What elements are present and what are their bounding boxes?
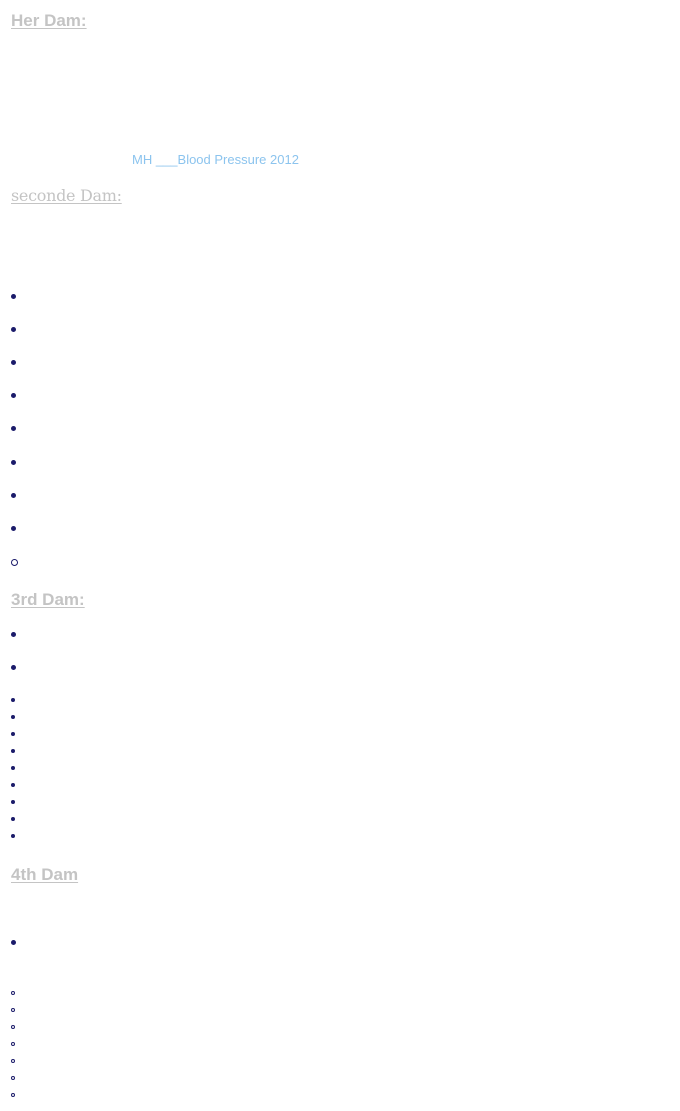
blood-pressure-link[interactable]: MH ___Blood Pressure 2012 <box>132 152 299 167</box>
list-bullet <box>11 632 16 637</box>
list-bullet <box>11 834 15 838</box>
list-bullet <box>11 294 16 299</box>
list-sub-bullet <box>11 1093 15 1097</box>
list-bullet <box>11 732 15 736</box>
list-bullet <box>11 715 15 719</box>
heading-fourth-dam: 4th Dam <box>11 865 79 884</box>
list-sub-bullet <box>11 1059 15 1063</box>
list-bullet <box>11 940 16 945</box>
list-bullet <box>11 526 16 531</box>
heading-second-dam: seconde Dam: <box>11 186 122 205</box>
list-bullet <box>11 766 15 770</box>
list-bullet <box>11 749 15 753</box>
heading-third-dam: 3rd Dam: <box>11 590 85 609</box>
list-bullet <box>11 817 15 821</box>
list-bullet <box>11 493 16 498</box>
list-bullet <box>11 460 16 465</box>
heading-her-dam: Her Dam: <box>11 11 87 30</box>
list-bullet <box>11 360 16 365</box>
list-bullet <box>11 426 16 431</box>
list-bullet <box>11 800 15 804</box>
list-bullet <box>11 393 16 398</box>
list-sub-bullet <box>11 1076 15 1080</box>
list-bullet <box>11 698 15 702</box>
list-sub-bullet <box>11 559 18 566</box>
list-sub-bullet <box>11 991 15 995</box>
list-bullet <box>11 665 16 670</box>
list-sub-bullet <box>11 1008 15 1012</box>
list-sub-bullet <box>11 1025 15 1029</box>
list-bullet <box>11 327 16 332</box>
list-sub-bullet <box>11 1042 15 1046</box>
list-bullet <box>11 783 15 787</box>
